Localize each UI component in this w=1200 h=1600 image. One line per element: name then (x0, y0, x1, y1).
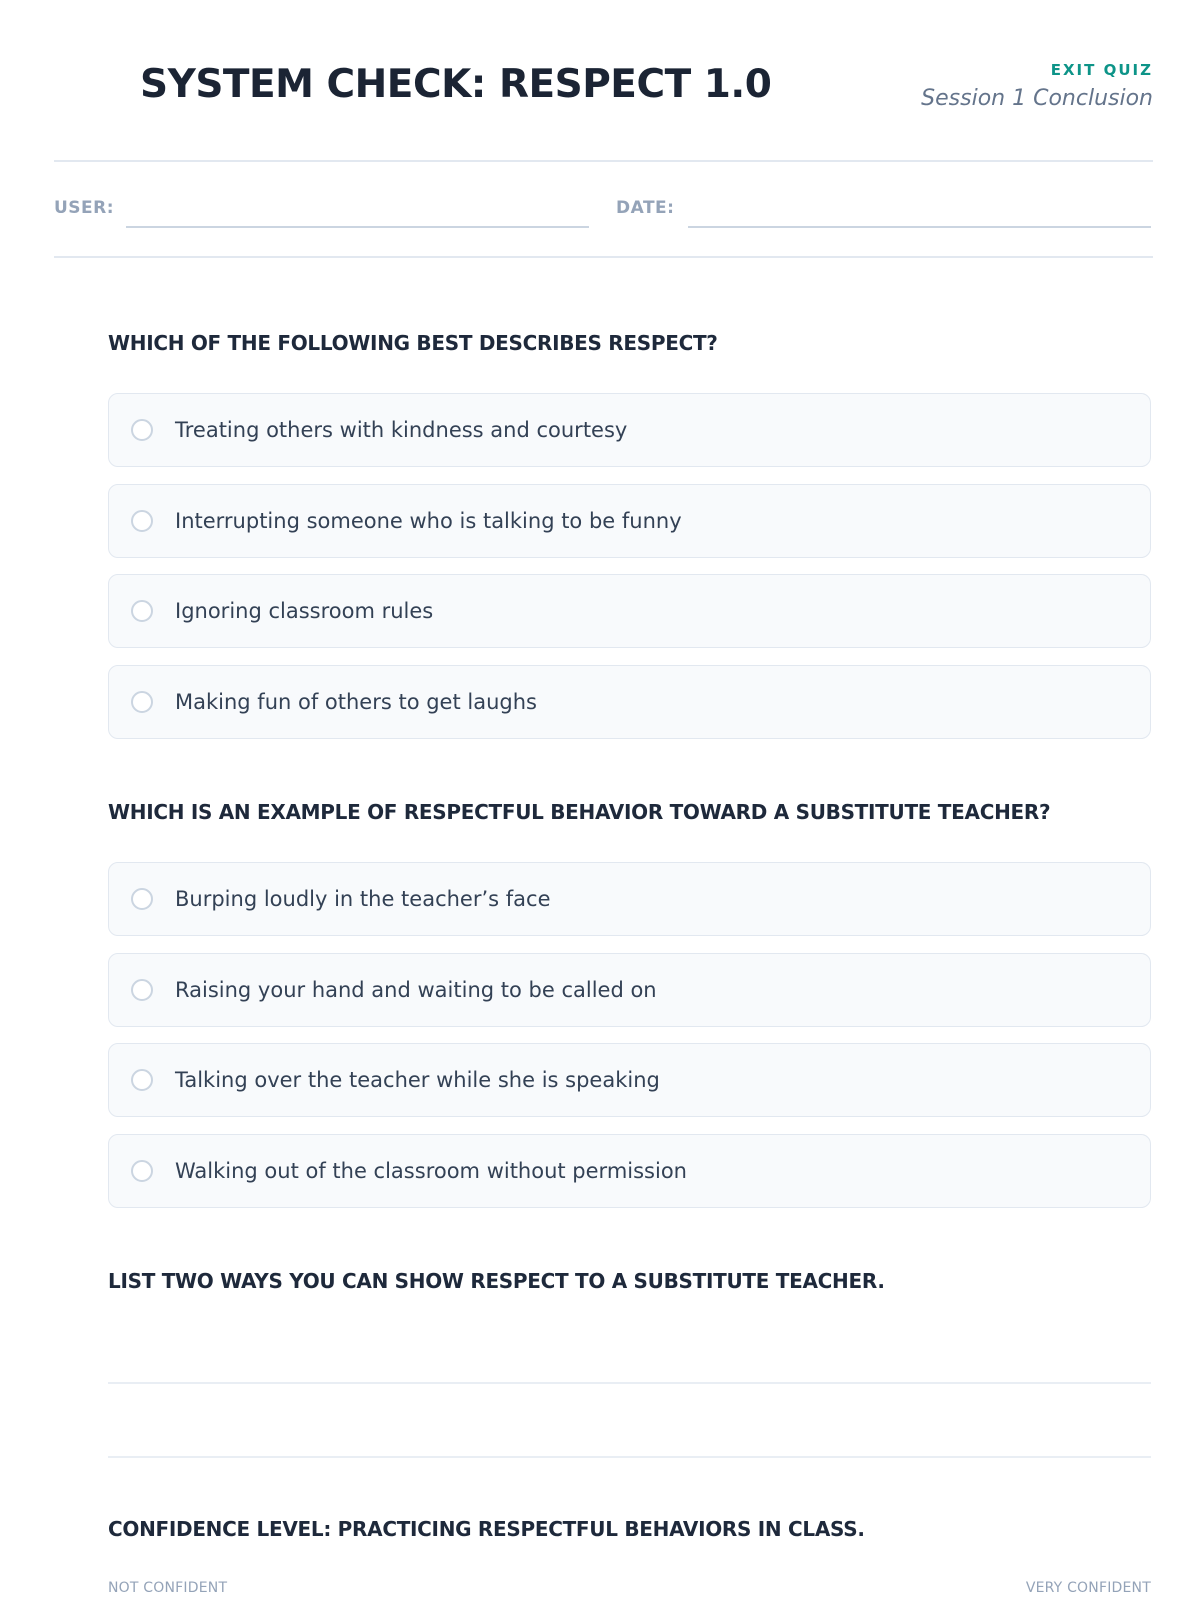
radio-button[interactable] (131, 1160, 153, 1182)
radio-button[interactable] (131, 419, 153, 441)
radio-button[interactable] (131, 510, 153, 532)
scale-min-label: NOT CONFIDENT (108, 1580, 228, 1596)
radio-button[interactable] (131, 600, 153, 622)
option-label: Making fun of others to get laughs (175, 690, 537, 714)
answer-line-2[interactable] (108, 1456, 1151, 1458)
user-label: USER: (54, 198, 115, 218)
radio-button[interactable] (131, 888, 153, 910)
answer-line-1[interactable] (108, 1382, 1151, 1384)
q2-option-2[interactable] (108, 953, 1151, 1027)
option-label: Interrupting someone who is talking to be funny (175, 509, 682, 533)
radio-button[interactable] (131, 1069, 153, 1091)
question-3-text: LIST TWO WAYS YOU CAN SHOW RESPECT TO A SUBSTITUTE TEACHER. (108, 1269, 885, 1293)
radio-button[interactable] (131, 691, 153, 713)
option-label: Talking over the teacher while she is speaking (175, 1068, 660, 1092)
page-title: SYSTEM CHECK: RESPECT 1.0 (140, 62, 772, 107)
fields-divider (54, 256, 1153, 258)
radio-button[interactable] (131, 979, 153, 1001)
question-4-text: CONFIDENCE LEVEL: PRACTICING RESPECTFUL BEHAVIORS IN CLASS. (108, 1517, 865, 1541)
date-label: DATE: (616, 198, 675, 218)
question-2-text: WHICH IS AN EXAMPLE OF RESPECTFUL BEHAVIOR TOWARD A SUBSTITUTE TEACHER? (108, 800, 1051, 824)
q1-option-2[interactable] (108, 484, 1151, 558)
option-label: Ignoring classroom rules (175, 599, 434, 623)
scale-max-label: VERY CONFIDENT (1025, 1580, 1151, 1596)
option-label: Raising your hand and waiting to be called on (175, 978, 657, 1002)
user-field[interactable] (126, 226, 589, 228)
option-label: Burping loudly in the teacher’s face (175, 887, 551, 911)
date-field[interactable] (688, 226, 1151, 228)
exit-quiz-label: EXIT QUIZ (1050, 61, 1153, 79)
question-1-text: WHICH OF THE FOLLOWING BEST DESCRIBES RESPECT? (108, 331, 718, 355)
q2-option-1[interactable] (108, 862, 1151, 936)
q1-option-1[interactable] (108, 393, 1151, 467)
option-label: Treating others with kindness and courtesy (175, 418, 628, 442)
option-label: Walking out of the classroom without permission (175, 1159, 687, 1183)
q2-option-3[interactable] (108, 1043, 1151, 1117)
q1-option-4[interactable] (108, 665, 1151, 739)
session-label: Session 1 Conclusion (921, 86, 1153, 111)
header-divider (54, 160, 1153, 162)
q1-option-3[interactable] (108, 574, 1151, 648)
q2-option-4[interactable] (108, 1134, 1151, 1208)
